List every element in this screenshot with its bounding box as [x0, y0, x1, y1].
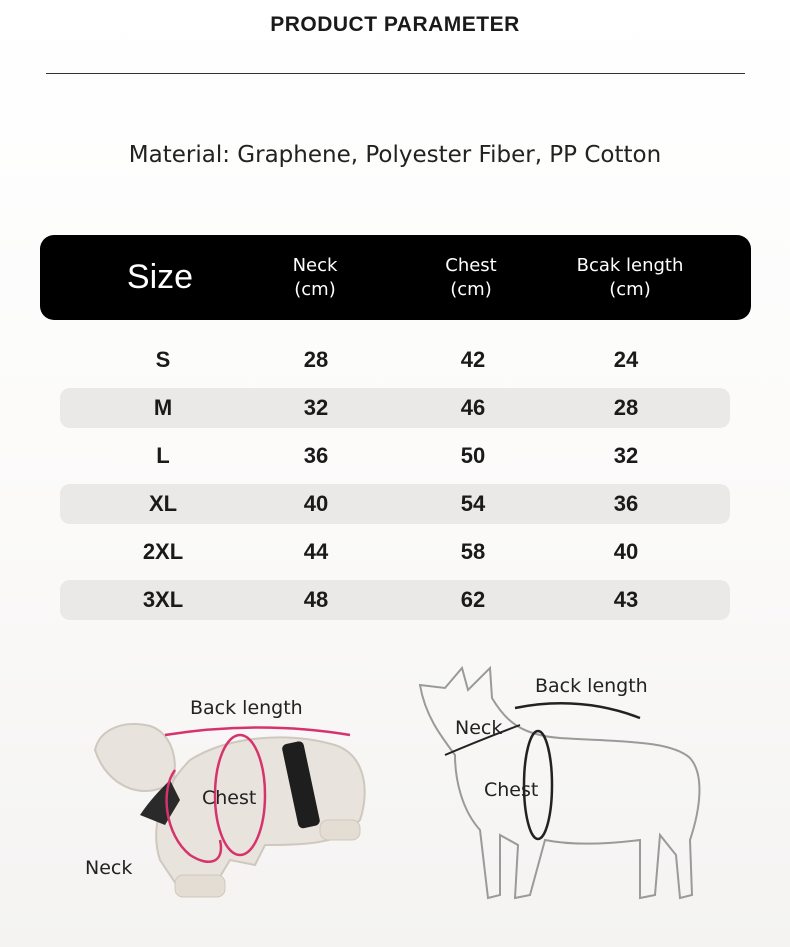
cell-neck: 44: [303, 539, 329, 564]
header-back-length: [550, 235, 710, 320]
cell-size: 3XL: [142, 587, 184, 612]
dog-jacket-illustration: [95, 724, 365, 897]
header-chest-label: Chest: [445, 254, 497, 276]
left-back-length-label: Back length: [190, 697, 303, 719]
header-chest: [411, 235, 531, 320]
cell-size: S: [155, 347, 171, 372]
dog-outline-illustration: [420, 668, 699, 898]
title-divider: [46, 73, 745, 74]
header-chest-unit: (cm): [450, 278, 492, 300]
cell-neck: 32: [303, 395, 329, 420]
page-title: PRODUCT PARAMETER: [270, 13, 520, 36]
right-back-length-label: Back length: [535, 675, 648, 697]
cell-chest: 42: [460, 347, 486, 372]
cell-neck: 28: [303, 347, 329, 372]
cell-back: 40: [613, 539, 639, 564]
cell-size: M: [153, 395, 173, 420]
cell-chest: 54: [460, 491, 486, 516]
header-neck-label: Neck: [292, 254, 338, 276]
right-neck-label: Neck: [455, 717, 503, 739]
left-chest-label: Chest: [202, 787, 257, 809]
cell-back: 36: [613, 491, 639, 516]
header-back-label: Bcak length: [576, 254, 684, 276]
measurement-illustrations: [0, 640, 790, 940]
material-text: Material: Graphene, Polyester Fiber, PP Cotton: [128, 142, 662, 168]
cell-back: 24: [613, 347, 639, 372]
left-neck-label: Neck: [85, 857, 133, 879]
size-table-header: [40, 235, 751, 320]
header-back-unit: (cm): [609, 278, 651, 300]
cell-neck: 36: [303, 443, 329, 468]
cell-back: 43: [613, 587, 639, 612]
cell-size: 2XL: [142, 539, 184, 564]
table-row: [60, 532, 730, 572]
header-size: Size: [126, 258, 194, 296]
size-table-body: [60, 340, 730, 628]
cell-chest: 50: [460, 443, 486, 468]
cell-chest: 46: [460, 395, 486, 420]
table-row: [60, 436, 730, 476]
cell-neck: 40: [303, 491, 329, 516]
header-neck: [255, 235, 375, 320]
right-chest-label: Chest: [484, 779, 539, 801]
table-row: [60, 580, 730, 620]
header-neck-unit: (cm): [294, 278, 336, 300]
cell-chest: 62: [460, 587, 486, 612]
table-row: [60, 388, 730, 428]
cell-size: L: [156, 443, 170, 468]
cell-back: 32: [613, 443, 639, 468]
table-row: [60, 484, 730, 524]
cell-neck: 48: [303, 587, 329, 612]
cell-size: XL: [148, 491, 178, 516]
cell-back: 28: [613, 395, 639, 420]
table-row: [60, 340, 730, 380]
cell-chest: 58: [460, 539, 486, 564]
